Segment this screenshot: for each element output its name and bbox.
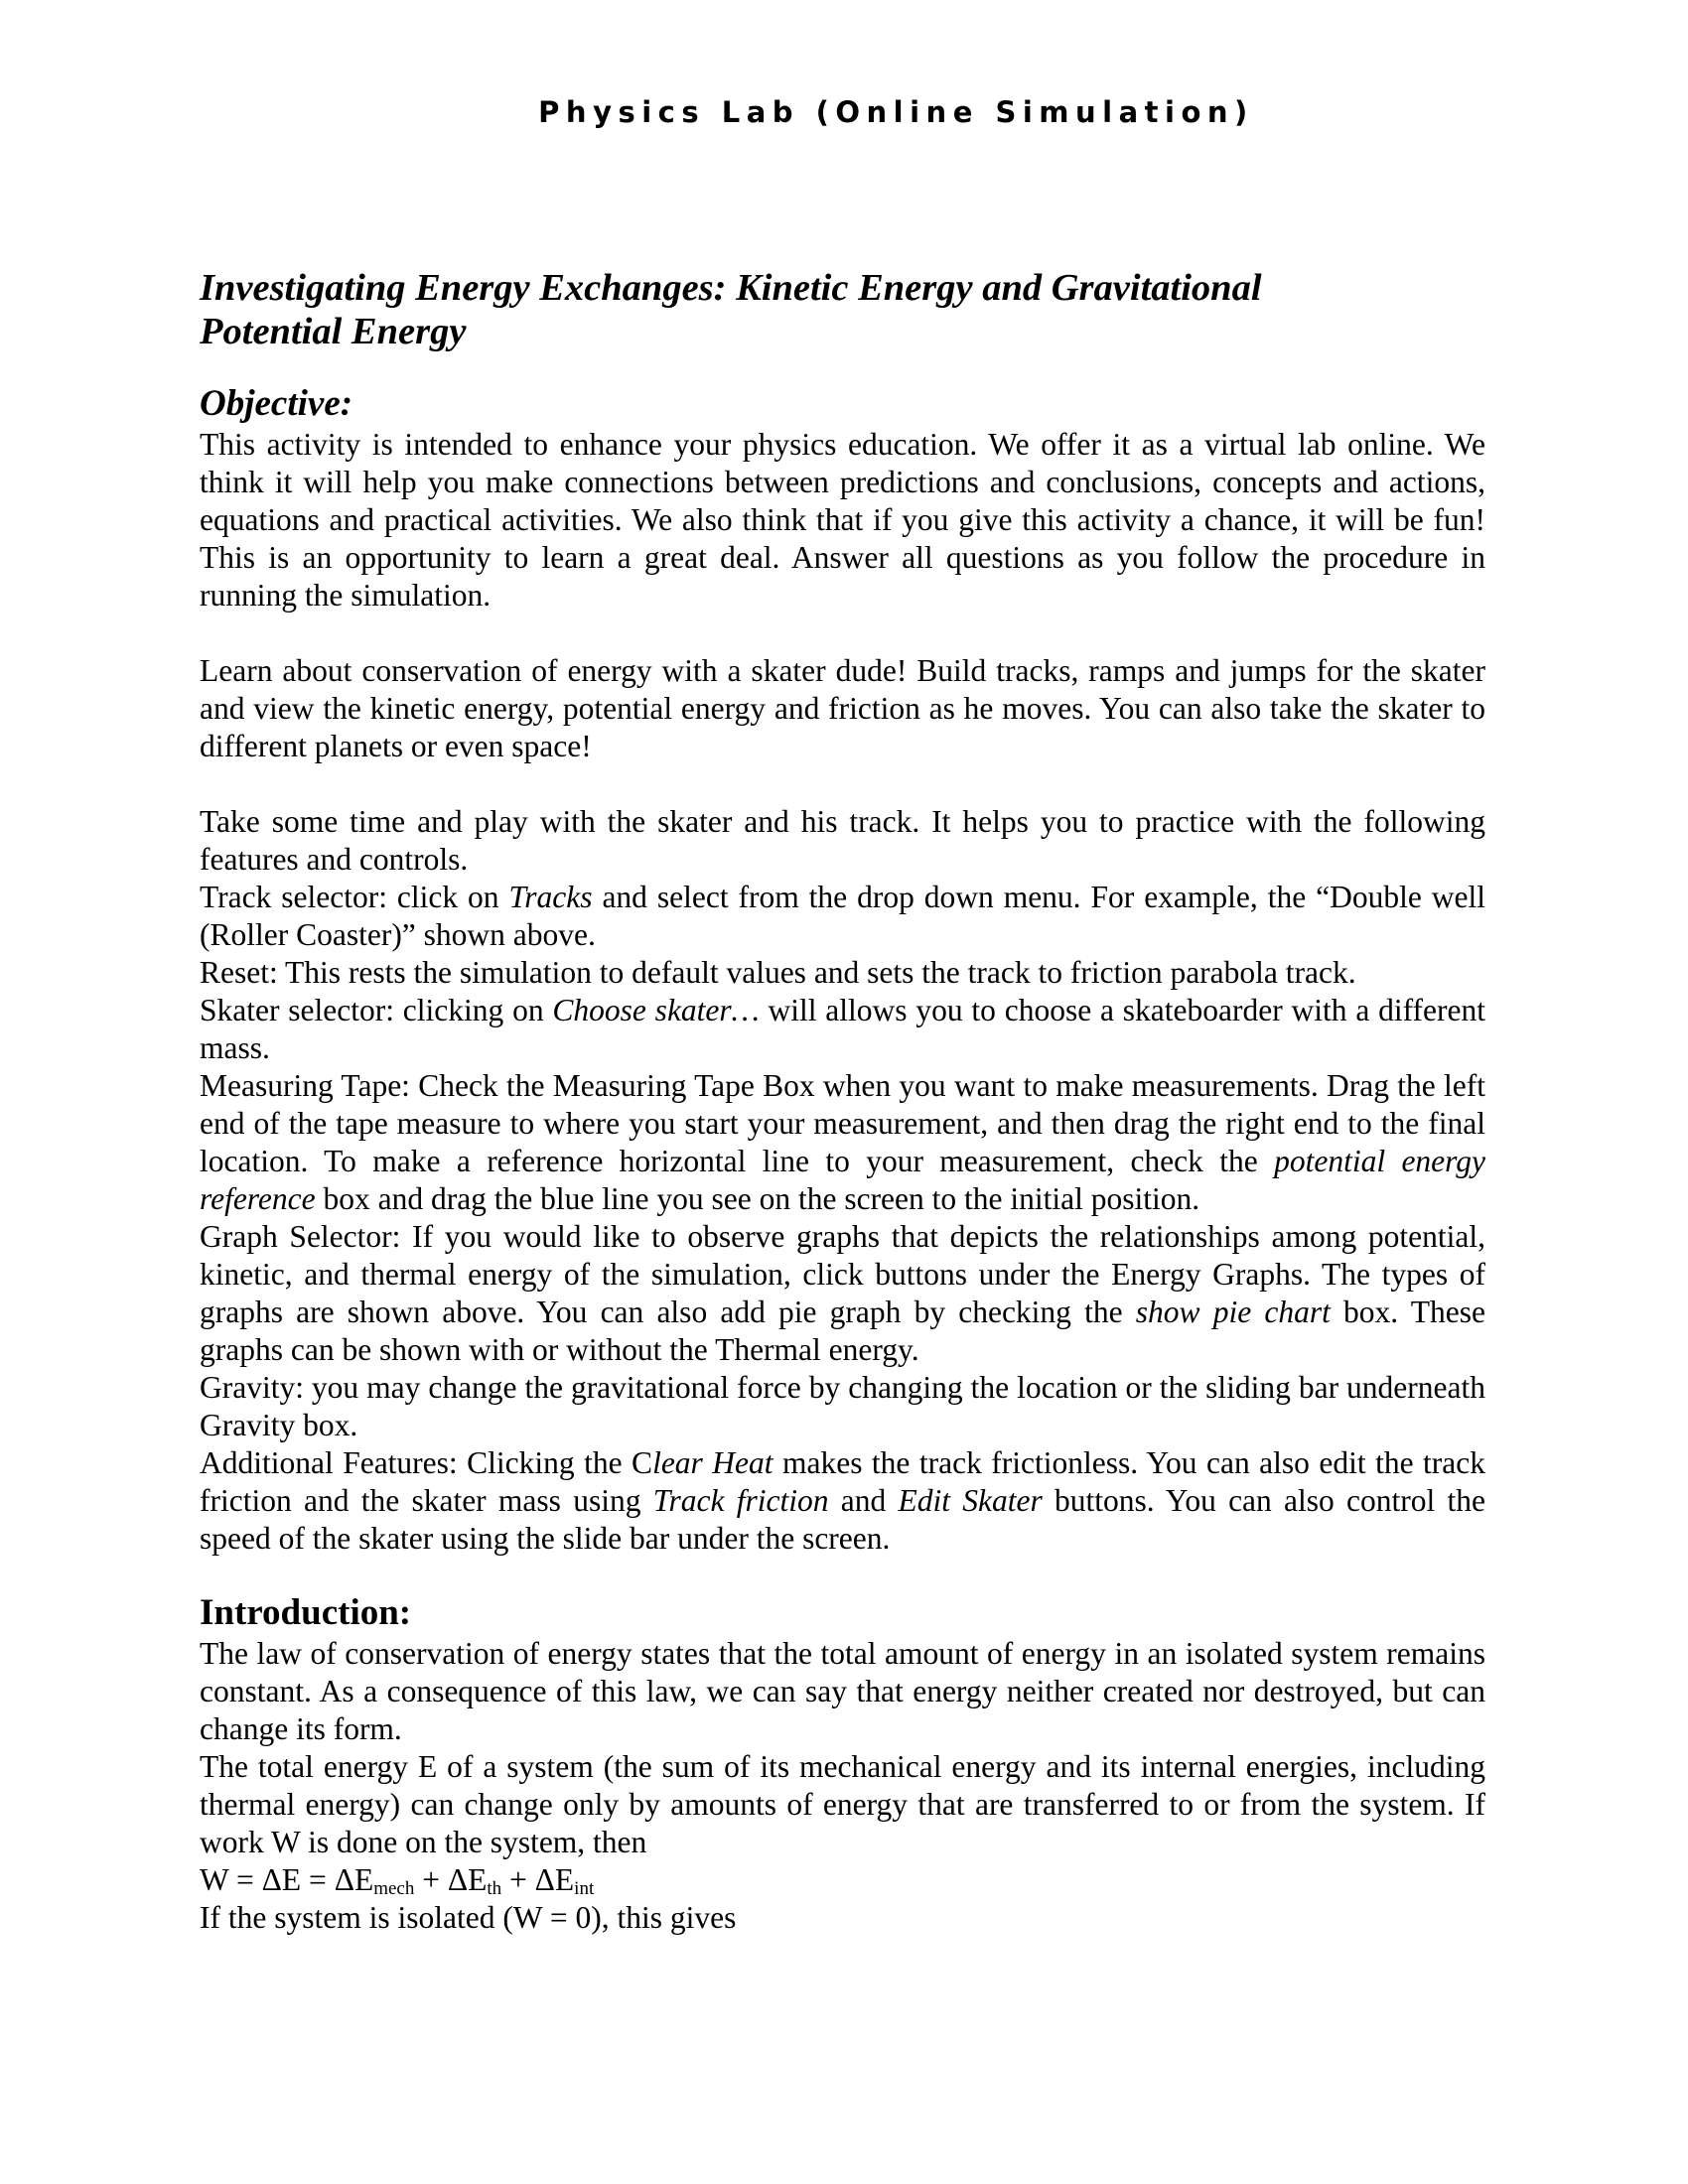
track-selector-label: Track selector: click on [200,880,509,914]
energy-equation [200,1861,1485,1899]
graph-selector-text [200,1218,1485,1369]
reset-text: Reset: This rests the simulation to default values and sets the track to friction parabola track. [200,955,1356,990]
additional-features-text [200,1444,1485,1558]
measuring-tape-rest: box and drag the blue line you see on the screen to the initial position. [315,1181,1200,1216]
introduction-paragraph-3: If the system is isolated (W = 0), this gives [200,1900,737,1935]
clear-heat-term: lear Heat [652,1445,774,1480]
skater-selector-label: Skater selector: clicking on [200,993,553,1027]
measuring-tape-label: Measuring Tape: Check the Measuring Tape Box when you want to make measurements. Drag the left end of the tape measure to where you start your measurement, and then drag the right end to the final location. To make a reference horizontal line to your measurement, check the [200,1068,1485,1178]
objective-heading: Objective: [200,383,353,424]
running-header: Physics Lab (Online Simulation) [538,95,1254,129]
additional-features-and: and [828,1483,899,1518]
additional-features-mid: makes the track frictionless. You can also edit the track friction and the skater mass using [200,1445,1485,1518]
title-line-1: Investigating Energy Exchanges: Kinetic Energy and Gravitational [200,267,1262,309]
equation-lhs: W = ΔE = ΔE [200,1862,374,1897]
equation-term-th: + ΔE [414,1862,488,1897]
title-line-2: Potential Energy [200,311,467,352]
tracks-term: Tracks [508,880,593,914]
document-title [200,266,1485,353]
objective-paragraph-1: This activity is intended to enhance your physics education. We offer it as a virtual lab online. We think it will help you make connections between predictions and conclusions, concepts and actions, equations and practical activities. We also think that if you give this activity a chance, it will be fun! This is an opportunity to learn a great deal. Answer all questions as you follow the procedure in running the simulation. [200,427,1485,613]
skater-selector-rest: will allows you to choose a skateboarder with a different mass. [200,993,1485,1065]
additional-features-label: Additional Features: Clicking the C [200,1445,653,1480]
objective-paragraph-3: Take some time and play with the skater and his track. It helps you to practice with the following features and controls. [200,804,1485,877]
gravity-text: Gravity: you may change the gravitational force by changing the location or the sliding bar underneath Gravity box. [200,1370,1485,1442]
skater-selector-text [200,992,1485,1067]
track-selector-text [200,879,1485,954]
choose-skater-term: Choose skater… [552,993,760,1027]
track-friction-term: Track friction [652,1483,829,1518]
introduction-paragraph-2: The total energy E of a system (the sum of its mechanical energy and its internal energies, including thermal energy) can change only by amounts of energy that are transferred to or from the system. If work W is done on the system, then [200,1749,1485,1859]
potential-energy-reference-term: potential energy reference [200,1144,1485,1216]
introduction-paragraph-1: The law of conservation of energy states that the total amount of energy in an isolated system remains constant. As a consequence of this law, we can say that energy neither created nor destroyed, but can change its form. [200,1636,1485,1746]
measuring-tape-text [200,1067,1485,1218]
show-pie-chart-term: show pie chart [1135,1295,1331,1329]
introduction-heading: Introduction: [200,1592,412,1633]
additional-features-rest: buttons. You can also control the speed of the skater using the slide bar under the screen. [200,1483,1486,1556]
track-selector-rest: and select from the drop down menu. For example, the “Double well (Roller Coaster)” shown above. [200,880,1485,952]
subscript-th: th [487,1878,502,1899]
graph-selector-label: Graph Selector: If you would like to observe graphs that depicts the relationships among potential, kinetic, and thermal energy of the simulation, click buttons under the Energy Graphs. The types of graphs are shown above. You can also add pie graph by checking the [200,1219,1485,1329]
objective-paragraph-2: Learn about conservation of energy with a skater dude! Build tracks, ramps and jumps for the skater and view the kinetic energy, potential energy and friction as he moves. You can also take the skater to different planets or even space! [200,653,1485,763]
document-body [200,266,1485,1937]
subscript-int: int [574,1878,595,1899]
edit-skater-term: Edit Skater [898,1483,1043,1518]
graph-selector-rest: box. These graphs can be shown with or without the Thermal energy. [200,1295,1485,1367]
equation-term-int: + ΔE [501,1862,575,1897]
subscript-mech: mech [373,1878,415,1899]
